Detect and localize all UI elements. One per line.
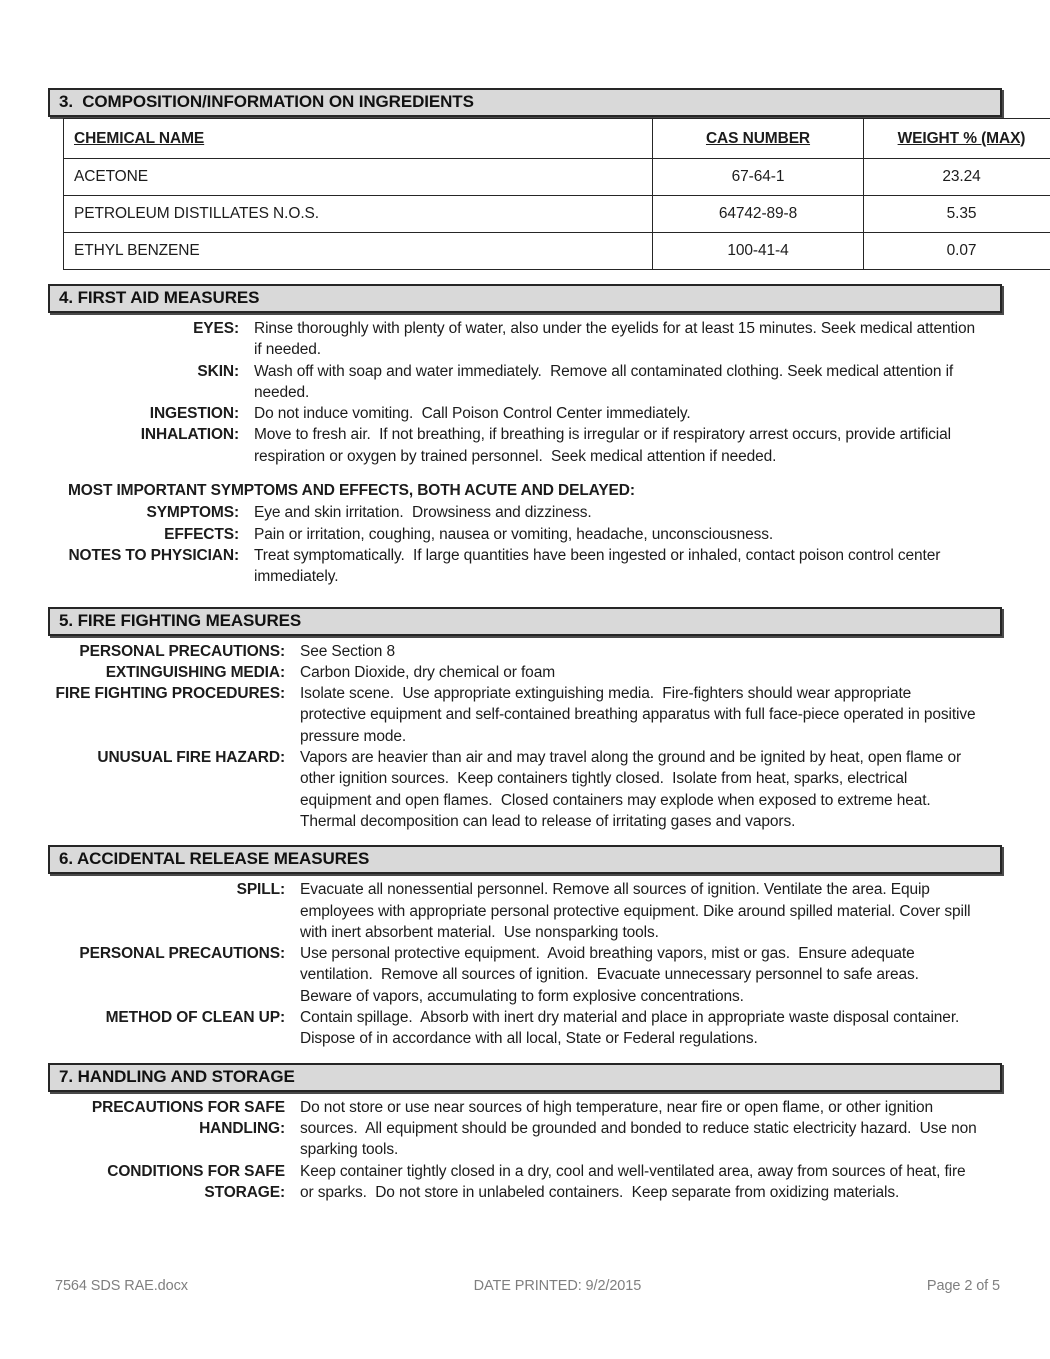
table-row <box>64 159 1050 196</box>
conditions-for-safe-storage-row <box>48 1161 1002 1204</box>
row-label: METHOD OF CLEAN UP: <box>105 1009 285 1027</box>
row-label: UNUSUAL FIRE HAZARD: <box>97 749 285 767</box>
row-label: NOTES TO PHYSICIAN: <box>68 546 239 564</box>
section-3-title: 3. COMPOSITION/INFORMATION ON INGREDIENTS <box>59 92 474 111</box>
first-aid-row-eyes <box>48 318 1002 361</box>
row-text: Vapors are heavier than air and may travel along the ground and be ignited by heat, open flame or other ignition sources. Keep containers tightly closed. Isolate from heat, sparks, electrical equipment and open flames. Closed containers may explode when exposed to extreme heat. Thermal decomposition can lead to release of irritating gases and vapors. <box>300 749 966 830</box>
row-text: Carbon Dioxide, dry chemical or foam <box>300 663 555 681</box>
section-fire-fighting <box>48 607 1002 833</box>
section-handling-storage <box>48 1063 1002 1203</box>
section-6-header-bar <box>48 845 1002 874</box>
row-label: INHALATION: <box>140 426 239 444</box>
row-label: EFFECTS: <box>164 525 239 543</box>
personal-precautions-row <box>48 641 1002 662</box>
method-of-clean-up-row <box>48 1007 1002 1050</box>
row-label: INGESTION: <box>149 405 239 423</box>
section-accidental-release <box>48 845 1002 1049</box>
notes-to-physician-row <box>48 545 1002 588</box>
row-text: Do not store or use near sources of high temperature, near fire or open flame, or other ignition sources. All equipment should be grounded and bonded to reduce static electricity hazard. Use non sparking tools. <box>300 1098 981 1159</box>
section-6-title: 6. ACCIDENTAL RELEASE MEASURES <box>59 849 370 869</box>
col-header-weight-percent: WEIGHT % (MAX) <box>864 119 1050 159</box>
row-label: FIRE FIGHTING PROCEDURES: <box>55 685 285 703</box>
first-aid-row-skin <box>48 361 1002 404</box>
col-header-cas-number: CAS NUMBER <box>653 119 864 159</box>
footer-page-number: Page 2 of 5 <box>926 1278 1000 1294</box>
section-3-header-bar <box>48 88 1002 117</box>
symptoms-rows <box>48 502 1002 587</box>
extinguishing-media-row <box>48 662 1002 683</box>
cell-weight-percent: 5.35 <box>864 196 1050 233</box>
first-aid-row-ingestion <box>48 403 1002 424</box>
cell-cas-number: 100-41-4 <box>653 233 864 270</box>
row-text: Rinse thoroughly with plenty of water, also under the eyelids for at least 15 minutes. Seek medical attention if needed. <box>254 320 980 359</box>
page-footer <box>55 1278 1000 1294</box>
spill-row <box>48 879 1002 943</box>
row-text: See Section 8 <box>300 642 395 660</box>
table-row <box>64 233 1050 270</box>
table-row <box>64 196 1050 233</box>
row-label: SPILL: <box>236 881 285 899</box>
section-7-header-bar <box>48 1063 1002 1092</box>
fire-fighting-procedures-row <box>48 683 1002 747</box>
cell-cas-number: 67-64-1 <box>653 159 864 196</box>
col-header-chemical-name: CHEMICAL NAME <box>64 119 653 159</box>
row-text: Evacuate all nonessential personnel. Remove all sources of ignition. Ventilate the area. Equip employees with appropriate personal protective equipment. Dike around spilled material. Cover spill with inert absorbent material. Use nonsparking tools. <box>300 881 975 941</box>
cell-chemical-name: ETHYL BENZENE <box>64 233 653 270</box>
cell-weight-percent: 0.07 <box>864 233 1050 270</box>
cell-chemical-name: PETROLEUM DISTILLATES N.O.S. <box>64 196 653 233</box>
cell-weight-percent: 23.24 <box>864 159 1050 196</box>
unusual-fire-hazard-row <box>48 747 1002 832</box>
row-label: PERSONAL PRECAUTIONS: <box>79 642 285 660</box>
row-text: Use personal protective equipment. Avoid breathing vapors, mist or gas. Ensure adequate ventilation. Remove all sources of ignition. Evacuate unnecessary personnel to safe areas. Beware of vapors, accumulating to form explosive concentrations. <box>300 945 928 1005</box>
section-7-title: 7. HANDLING AND STORAGE <box>59 1066 295 1086</box>
section-first-aid <box>48 284 1002 588</box>
cell-cas-number: 64742-89-8 <box>653 196 864 233</box>
row-label: EYES: <box>193 320 239 337</box>
section-5-header-bar <box>48 607 1002 636</box>
cell-chemical-name: ACETONE <box>64 159 653 196</box>
row-label: SKIN: <box>197 362 239 380</box>
row-text: Pain or irritation, coughing, nausea or vomiting, headache, unconsciousness. <box>254 525 774 543</box>
row-text: Treat symptomatically. If large quantities have been ingested or inhaled, contact poison control center immediately. <box>254 546 945 586</box>
row-text: Do not induce vomiting. Call Poison Control Center immediately. <box>254 405 691 423</box>
handling-storage-rows <box>48 1097 1002 1203</box>
row-label: EXTINGUISHING MEDIA: <box>105 663 285 681</box>
row-label: SYMPTOMS: <box>146 504 239 522</box>
accidental-release-rows <box>48 879 1002 1049</box>
footer-date-printed: DATE PRINTED: 9/2/2015 <box>473 1278 642 1294</box>
footer-filename: 7564 SDS RAE.docx <box>55 1278 188 1294</box>
symptoms-row <box>48 502 1002 523</box>
precautions-for-safe-handling-row <box>48 1097 1002 1161</box>
row-label: PRECAUTIONS FOR SAFE HANDLING: <box>91 1098 285 1137</box>
section-4-title: 4. FIRST AID MEASURES <box>59 288 260 307</box>
personal-precautions-row <box>48 943 1002 1007</box>
first-aid-rows <box>48 318 1002 467</box>
table-header-row <box>64 119 1050 159</box>
row-label: PERSONAL PRECAUTIONS: <box>79 945 285 963</box>
row-label: CONDITIONS FOR SAFE STORAGE: <box>107 1162 285 1201</box>
symptoms-effects-subheading: MOST IMPORTANT SYMPTOMS AND EFFECTS, BOTH ACUTE AND DELAYED: <box>68 482 635 500</box>
ingredients-table <box>63 118 1050 270</box>
fire-fighting-rows <box>48 641 1002 833</box>
row-text: Eye and skin irritation. Drowsiness and dizziness. <box>254 504 592 522</box>
first-aid-row-inhalation <box>48 424 1002 467</box>
row-text: Isolate scene. Use appropriate extinguishing media. Fire-fighters should wear appropriate protective equipment and self-contained breathing apparatus with full face-piece operated in positive pressure mode. <box>300 685 980 745</box>
row-text: Move to fresh air. If not breathing, if breathing is irregular or if respiratory arrest occurs, provide artificial respiration or oxygen by trained personnel. Seek medical attention if needed. <box>254 426 956 465</box>
row-text: Wash off with soap and water immediately. Remove all contaminated clothing. Seek medical attention if needed. <box>254 362 958 401</box>
row-text: Contain spillage. Absorb with inert dry material and place in appropriate waste disposal container. Dispose of in accordance with all local, State or Federal regulations. <box>300 1009 968 1048</box>
sds-document-page <box>48 0 1026 1203</box>
section-composition <box>48 88 1026 270</box>
section-5-title: 5. FIRE FIGHTING MEASURES <box>59 610 302 630</box>
section-4-header-bar <box>48 284 1002 313</box>
effects-row <box>48 524 1002 545</box>
row-text: Keep container tightly closed in a dry, cool and well-ventilated area, away from sources of heat, fire or sparks. Do not store in unlabeled containers. Keep separate from oxidizing materials. <box>300 1162 970 1201</box>
